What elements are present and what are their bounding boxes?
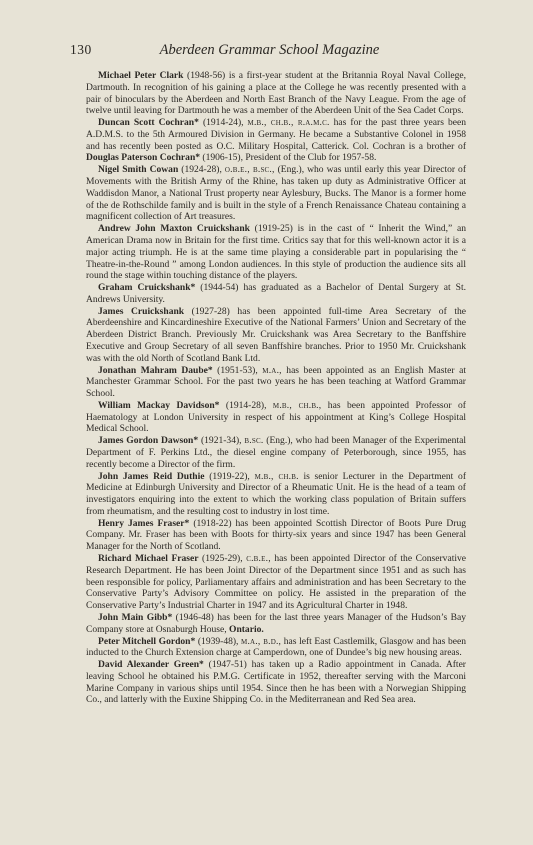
entry-name: Andrew John Maxton Cruickshank <box>98 223 250 235</box>
entry-cowan <box>86 164 466 223</box>
entry-name: Peter Mitchell Gordon* <box>98 635 196 647</box>
entry-name: David Alexander Green* <box>98 659 204 671</box>
entry-text: (1947-51) has taken up a Radio appointment in Canada. After leaving School he obtained his P.M.G. Certificate in 1952, thereafter serving with the Marconi Marine Company in various ships until 1954. Since then he has been with a Norwegian Shipping Co., and latterly with the Euxine Shipping Co. in the Mediterranean and Red Sea area. <box>86 659 466 706</box>
entry-text: (1944-54) has graduated as a Bachelor of Dental Surgery at St. Andrews University. <box>86 282 466 305</box>
entry-degrees: m.a., b.d., <box>241 635 282 647</box>
entry-text: (1914-28), <box>219 399 273 411</box>
entry-text: (1927-28) has been appointed full-time Area Secretary of the Aberdeenshire and Kincardineshire Executive of the National Farmers’ Union and Secretary of the Aberdeen District Branch. Previously Mr. Cruickshank was Area Secretary to the Banffshire Executive and Group Secretary of all seven Banffshire branches. Prior to 1950 Mr. Cruickshank was with the old North of Scotland Bank Ltd. <box>86 305 466 364</box>
entry-degrees: b.sc. <box>244 435 264 447</box>
entry-clark <box>86 70 466 117</box>
entry-cruickshank-james <box>86 306 466 365</box>
entry-name: James Cruickshank <box>98 305 185 317</box>
entry-text: has for the past three years been A.D.M.S. to the 5th Armoured Division in Germany. He became a Substantive Colonel in 1958 and has recently been posted as O.C. Military Hospital, Catterick. Col. Cochran is a brother of <box>86 117 466 152</box>
entry-text: is senior Lecturer in the Department of Medicine at Edinburgh University and Director of a Rheumatic Unit. He is the head of a team of investigators enquiring into the extent to which the working class population of Britain suffers from rheumatism, and the resulting cost to industry in lost time. <box>86 470 466 517</box>
entry-text: (Eng.), who was until early this year Director of Movements with the British Army of the Rhine, has taken up duty as Administrative Officer at Waddisdon Manor, a National Trust property near Aylesbury, Bucks. The Manor is a former home of the de Rothschilde family and is built in the style of a French Renaissance Chateau containing a magnificent collection of Art treasures. <box>86 164 467 223</box>
entry-cruickshank-andrew <box>86 223 466 282</box>
page-number: 130 <box>70 42 92 57</box>
entry-text: (1918-22) has been appointed Scottish Director of Boots Pure Drug Company. Mr. Fraser has been with Boots for thirty-six years and since 1947 has been General Manager for the North of Scotland. <box>86 517 467 553</box>
entry-degrees: c.b.e., <box>246 553 271 565</box>
entry-name: William Mackay Davidson* <box>98 399 220 411</box>
entry-text: has been appointed Director of the Conservative Research Department. He has been Joint Director of the Department since 1951 and as such has been responsible for policy, Parliamentary affairs and administration and has been Secretary to the Conservative Party’s Advisory Committee on policy. He assisted in the preparation of the Conservative Party’s Industrial Charter in 1947 and its Agricultural Charter in 1948. <box>86 553 467 612</box>
entry-name: Michael Peter Clark <box>98 70 184 81</box>
entry-degrees: o.b.e., b.sc., <box>224 164 275 176</box>
entry-text: (Eng.), who had been Manager of the Experimental Department of F. Perkins Ltd., the diesel engine company of Peterborough, since 1955, has recently become a Director of the firm. <box>86 435 466 470</box>
entry-davidson <box>86 400 466 435</box>
entry-fraser-richard <box>86 553 466 612</box>
entry-text: (1939-48), <box>195 635 242 647</box>
entry-gibb <box>86 612 466 636</box>
entry-degrees: m.a., <box>262 364 282 376</box>
running-title: Aberdeen Grammar School Magazine <box>159 42 380 58</box>
entry-text: (1924-28), <box>178 164 225 176</box>
entry-name: Graham Cruickshank* <box>98 282 196 294</box>
entry-cruickshank-graham <box>86 282 466 306</box>
entry-text: (1919-25) is in the cast of “ Inherit the Wind,” an American Drama now in Britain for the first time. Critics say that for this well-known actor it is a major acting triumph. He is at the same time playing a considerable part in popularising the “ Theatre-in-the-Round ” among London audiences. In this style of production the audience sits all round the stage within touching distance of the players. <box>86 223 466 282</box>
entry-text: has been appointed Professor of Haematology at London University in respect of his appointment at King’s College Hospital Medical School. <box>86 399 466 435</box>
entry-inline-place: Ontario. <box>229 623 264 635</box>
page-header <box>70 42 469 62</box>
entry-name: Richard Michael Fraser <box>98 553 199 565</box>
entry-name: John James Reid Duthie <box>98 470 205 482</box>
entry-name: Jonathan Mahram Daube* <box>98 364 213 376</box>
entry-text: has left East Castlemilk, Glasgow and has been inducted to the Church Extension charge at Camperdown, one of Dundee’s big new housing areas. <box>86 635 466 659</box>
entry-text: (1946-48) has been for the last three years Manager of the Hudson’s Bay Company store at Osnaburgh House, <box>86 611 466 635</box>
entry-text: (1914-24), <box>198 117 248 129</box>
entry-degrees: m.b., ch.b., r.a.m.c. <box>247 117 330 129</box>
entry-fraser-henry <box>86 518 466 553</box>
entry-name: Nigel Smith Cowan <box>98 164 179 176</box>
entry-duthie <box>86 471 466 518</box>
entry-daube <box>86 365 466 400</box>
entry-green <box>86 659 466 706</box>
entry-name: Duncan Scott Cochran* <box>98 117 199 129</box>
entry-inline-name: Douglas Paterson Cochran* <box>86 152 201 164</box>
entry-gordon <box>86 636 466 660</box>
entry-text: (1948-56) is a first-year student at the Britannia Royal Naval College, Dartmouth. In recognition of his gaining a place at the College he was recently presented with a pair of binoculars by the Aberdeen and North East Branch of the Navy League. From the age of twelve until leaving for Dartmouth he was a member of the Aberdeen Unit of the Sea Cadet Corps. <box>86 70 466 117</box>
entry-degrees: m.b., ch.b. <box>254 470 299 482</box>
entry-name: Henry James Fraser* <box>98 517 190 529</box>
entry-text: (1951-53), <box>212 364 263 376</box>
entry-name: James Gordon Dawson* <box>98 435 199 447</box>
entry-dawson <box>86 435 466 470</box>
entry-name: John Main Gibb* <box>98 611 173 623</box>
entry-text: (1906-15), President of the Club for 1957-58. <box>200 152 377 164</box>
entry-degrees: m.b., ch.b., <box>272 399 322 411</box>
entry-text: (1921-34), <box>198 435 245 447</box>
entry-text: has been appointed as an English Master at Manchester Grammar School. For the past two years he has been teaching at Watford Grammar School. <box>86 364 466 400</box>
body-text <box>86 70 466 706</box>
entry-text: (1919-22), <box>204 470 255 482</box>
entry-cochran <box>86 117 466 164</box>
entry-text: (1925-29), <box>198 553 247 565</box>
